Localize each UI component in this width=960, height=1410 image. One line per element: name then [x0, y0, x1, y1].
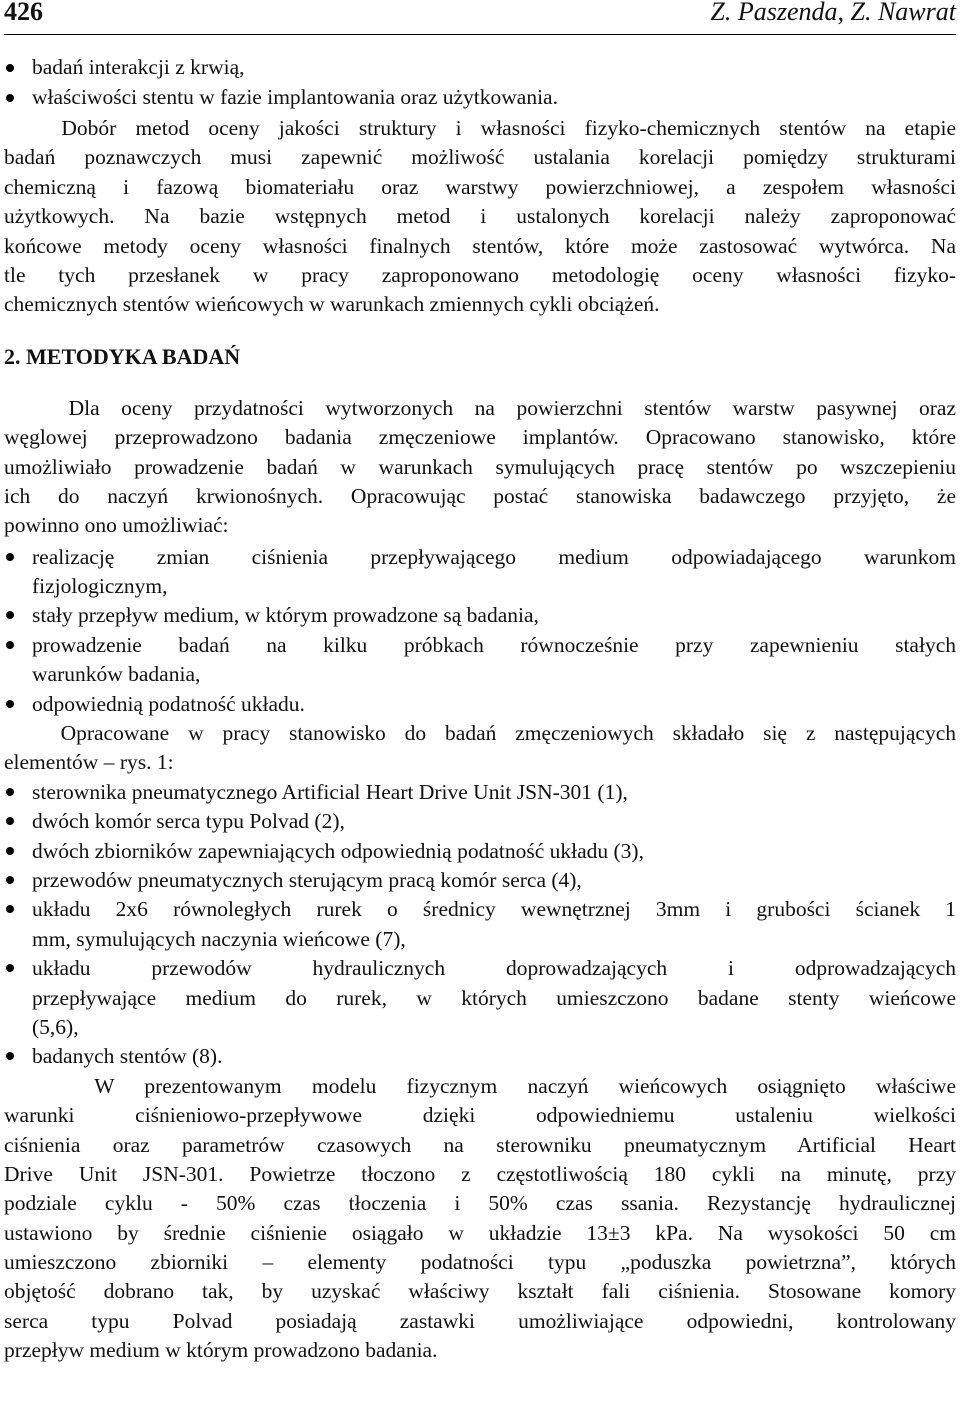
- bullet-icon: [6, 964, 14, 972]
- section-heading: 2. METODYKA BADAŃ: [4, 343, 241, 369]
- bullet-icon: [6, 553, 14, 561]
- bullet-icon: [6, 847, 14, 855]
- intro-bullet: właściwości stentu w fazie implantowania oraz użytkowania.: [4, 86, 956, 116]
- requirements-list: [4, 543, 956, 719]
- list-item: stały przepływ medium, w którym prowadzone są badania,: [4, 601, 956, 630]
- bullet-icon: [6, 64, 14, 72]
- list-item: układu przewodów hydraulicznych doprowadzających i odprowadzających przepływające medium do rurek, w których umieszczono badane stenty wieńcowe (5,6),: [4, 954, 956, 1042]
- list-item: realizację zmian ciśnienia przepływającego medium odpowiadającego warunkom fizjologicznym,: [4, 543, 956, 602]
- list-item: dwóch komór serca typu Polvad (2),: [4, 807, 956, 836]
- elements-list: [4, 778, 956, 1072]
- list-item: sterownika pneumatycznego Artificial Heart Drive Unit JSN-301 (1),: [4, 778, 956, 807]
- paragraph-method-selection: Dobór metod oceny jakości struktury i własności fizyko-chemicznych stentów na etapie badań poznawczych musi zapewnić możliwość ustalania korelacji pomiędzy strukturami chemiczną i fazową biomateriału oraz warstwy powierzchniowej, a zespołem własności użytkowych. Na bazie wstępnych metod i ustalonych korelacji należy zaproponować końcowe metody oceny własności finalnych stentów, które może zastosować wytwórca. Na tle tych przesłanek w pracy zaproponowano metodologię oceny własności fizyko- chemicznych stentów wieńcowych w warunkach zmiennych cykli obciążeń.: [4, 116, 956, 317]
- page-body: [4, 56, 956, 1366]
- list-item: dwóch zbiorników zapewniających odpowiednią podatność układu (3),: [4, 837, 956, 866]
- bullet-icon: [6, 1052, 14, 1060]
- intro-bullet: badań interakcji z krwią,: [4, 56, 956, 86]
- bullet-icon: [6, 611, 14, 619]
- bullet-icon: [6, 905, 14, 913]
- bullet-icon: [6, 817, 14, 825]
- bullet-icon: [6, 788, 14, 796]
- list-item: układu 2x6 równoległych rurek o średnicy wewnętrznej 3mm i grubości ścianek 1 mm, symulujących naczynia wieńcowe (7),: [4, 895, 956, 954]
- paragraph-test-stand: Opracowane w pracy stanowisko do badań zmęczeniowych składało się z następujących elementów – rys. 1:: [4, 721, 956, 775]
- list-item: prowadzenie badań na kilku próbkach równocześnie przy zapewnieniu stałych warunków badania,: [4, 631, 956, 690]
- page-number: 426: [4, 0, 43, 26]
- bullet-icon: [6, 700, 14, 708]
- page-header: [4, 0, 956, 35]
- list-item: badanych stentów (8).: [4, 1042, 956, 1071]
- list-item: odpowiednią podatność układu.: [4, 690, 956, 719]
- paragraph-methodology: Dla oceny przydatności wytworzonych na powierzchni stentów warstw pasywnej oraz węglowej przeprowadzono badania zmęczeniowe implantów. Opracowano stanowisko, które umożliwiało prowadzenie badań w warunkach symulujących pracę stentów po wszczepieniu ich do naczyń krwionośnych. Opracowując postać stanowiska badawczego przyjęto, że powinno ono umożliwiać:: [4, 395, 956, 538]
- bullet-icon: [6, 641, 14, 649]
- list-item: przewodów pneumatycznych sterującym pracą komór serca (4),: [4, 866, 956, 895]
- bullet-icon: [6, 876, 14, 884]
- bullet-icon: [6, 94, 14, 102]
- running-head-authors: Z. Paszenda, Z. Nawrat: [710, 0, 956, 26]
- paragraph-physical-model: W prezentowanym modelu fizycznym naczyń wieńcowych osiągnięto właściwe warunki ciśnieniowo-przepływowe dzięki odpowiedniemu ustaleniu wielkości ciśnienia oraz parametrów czasowych na sterowniku pneumatycznym Artificial Heart Drive Unit JSN-301. Powietrze tłoczono z częstotliwością 180 cykli na minutę, przy podziale cyklu - 50% czas tłoczenia i 50% czas ssania. Rezystancję hydraulicznej ustawiono by średnie ciśnienie osiągało w układzie 13±3 kPa. Na wysokości 50 cm umieszczono zbiorniki – elementy podatności typu „poduszka powietrzna”, których objętość dobrano tak, by uzyskać właściwy kształt fali ciśnienia. Stosowane komory serca typu Polvad posiadają zastawki umożliwiające odpowiedni, kontrolowany przepływ medium w którym prowadzono badania.: [4, 1073, 956, 1363]
